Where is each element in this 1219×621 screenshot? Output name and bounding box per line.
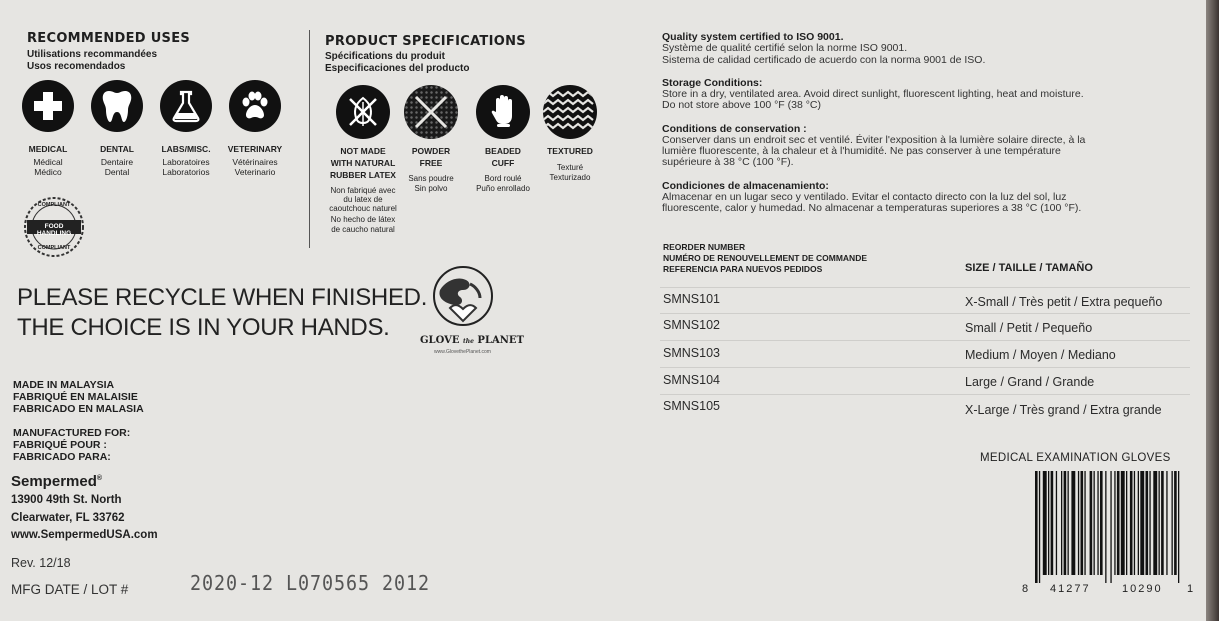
recycle-line-2: THE CHOICE IS IN YOUR HANDS.: [17, 314, 390, 341]
product-specifications-title: PRODUCT SPECIFICATIONS: [325, 34, 526, 49]
food-handling-compliant-badge: [23, 196, 85, 258]
dental-fr: Dentaire: [100, 157, 134, 167]
barcode: [1033, 471, 1183, 583]
reorder-code-4: SMNS104: [663, 373, 720, 387]
conservation-line-3: supérieure à 38 °C (100 °F).: [662, 156, 794, 168]
beaded-cuff-fr: Bord roulé: [484, 174, 522, 183]
veterinary-fr: Vétérinaires: [232, 157, 278, 167]
almacenamiento-heading: Condiciones de almacenamiento:: [662, 180, 829, 192]
company-name-text: Sempermed: [11, 473, 97, 490]
powder-free-es: Sin polvo: [414, 184, 448, 193]
badge-mid-text: FOOD HANDLING: [36, 223, 72, 237]
recommended-uses-fr: Utilisations recommandées: [27, 49, 158, 60]
barcode-digit-system: 8: [1022, 583, 1029, 595]
company-website: www.SempermedUSA.com: [11, 529, 158, 541]
glove-the-planet-logo: [430, 266, 496, 332]
powder-free-icon: [404, 85, 458, 139]
conservation-line-1: Conserver dans un endroit sec et ventilé. Éviter l'exposition à la lumière solaire directe, à la: [662, 134, 1086, 146]
mfg-date-lot-value: 2020-12 L070565 2012: [190, 571, 430, 595]
table-divider: [660, 340, 1190, 341]
barcode-digit-check: 1: [1187, 583, 1194, 595]
quality-heading: Quality system certified to ISO 9001.: [662, 31, 844, 43]
not-made-fr-1: Non fabriqué avec: [330, 186, 396, 195]
textured-label: TEXTURED: [547, 146, 593, 156]
powder-free-fr: Sans poudre: [408, 174, 454, 183]
reorder-code-2: SMNS102: [663, 318, 720, 332]
textured-wave-icon: [543, 85, 597, 139]
not-made-fr-2: du latex de: [343, 195, 383, 204]
dental-label: DENTAL: [100, 144, 134, 154]
reorder-size-4: Large / Grand / Grande: [965, 375, 1095, 389]
labs-label: LABS/MISC.: [161, 144, 211, 154]
logo-text-glove: GLOVE: [420, 335, 460, 346]
veterinary-label: VETERINARY: [227, 144, 283, 154]
manufactured-en: MANUFACTURED FOR:: [13, 427, 131, 439]
almacenamiento-line-2: fluorescente, calor y humedad. No almacenar a temperaturas superiores a 38 °C (100 °F).: [662, 202, 1082, 214]
storage-line-1: Store in a dry, ventilated area. Avoid direct sunlight, fluorescent lighting, heat and moisture.: [662, 88, 1084, 100]
recycle-line-1: PLEASE RECYCLE WHEN FINISHED.: [17, 284, 428, 311]
reorder-code-5: SMNS105: [663, 399, 720, 413]
barcode-bars: [1033, 471, 1183, 583]
badge-bottom-text: COMPLIANT: [37, 245, 71, 251]
reorder-size-2: Small / Petit / Pequeño: [965, 321, 1093, 335]
medical-label: MEDICAL: [28, 144, 68, 154]
not-made-label-2: WITH NATURAL: [330, 158, 396, 168]
reorder-size-5: X-Large / Très grand / Extra grande: [965, 403, 1162, 417]
barcode-digits-right: 10290: [1122, 583, 1163, 595]
barcode-digits-left: 41277: [1050, 583, 1091, 595]
reorder-size-3: Medium / Moyen / Mediano: [965, 348, 1116, 362]
revision: Rev. 12/18: [11, 556, 71, 570]
badge-top-text: COMPLIANT: [37, 202, 71, 208]
textured-es: Texturizado: [549, 173, 591, 182]
product-name: MEDICAL EXAMINATION GLOVES: [980, 452, 1171, 464]
storage-heading: Storage Conditions:: [662, 77, 763, 89]
not-made-label-1: NOT MADE: [340, 146, 386, 156]
reorder-header-es: REFERENCIA PARA NUEVOS PEDIDOS: [663, 264, 823, 274]
not-made-es-1: No hecho de látex: [330, 215, 396, 224]
beaded-cuff-label-2: CUFF: [491, 158, 515, 168]
reorder-code-3: SMNS103: [663, 346, 720, 360]
powder-free-label-1: POWDER: [411, 146, 451, 156]
table-divider: [660, 287, 1190, 288]
quality-fr: Système de qualité certifié selon la norme ISO 9001.: [662, 42, 908, 54]
not-made-es-2: de caucho natural: [331, 225, 395, 234]
product-specifications-fr: Spécifications du produit: [325, 51, 446, 62]
conservation-heading: Conditions de conservation :: [662, 123, 807, 135]
table-divider: [660, 313, 1190, 314]
box-edge: [1206, 0, 1219, 621]
conservation-line-2: lumière fluorescente, à la chaleur et à l'humidité. Ne pas conserver à une température: [662, 145, 1061, 157]
medical-es: Médico: [34, 167, 62, 177]
reorder-header-fr: NUMÉRO DE RENOUVELLEMENT DE COMMANDE: [663, 253, 868, 263]
section-divider: [309, 30, 310, 248]
made-in-fr: FABRIQUÉ EN MALAISIE: [13, 391, 138, 403]
quality-es: Sistema de calidad certificado de acuerdo con la norma 9001 de ISO.: [662, 54, 986, 66]
mfg-date-lot-label: MFG DATE / LOT #: [11, 582, 129, 597]
company-street: 13900 49th St. North: [11, 494, 122, 506]
logo-text-planet: PLANET: [477, 335, 524, 346]
table-divider: [660, 394, 1190, 395]
paw-icon: [229, 80, 281, 132]
not-made-label-3: RUBBER LATEX: [330, 170, 396, 180]
manufactured-fr: FABRIQUÉ POUR :: [13, 439, 107, 451]
product-specifications-es: Especificaciones del producto: [325, 63, 470, 74]
beaded-cuff-label-1: BEADED: [485, 146, 521, 156]
reorder-header-en: REORDER NUMBER: [663, 242, 746, 252]
recommended-uses-title: RECOMMENDED USES: [27, 31, 191, 46]
dental-es: Dental: [104, 167, 130, 177]
powder-free-label-2: FREE: [419, 158, 443, 168]
manufactured-es: FABRICADO PARA:: [13, 451, 111, 463]
company-city: Clearwater, FL 33762: [11, 512, 125, 524]
size-header: SIZE / TAILLE / TAMAÑO: [965, 262, 1093, 274]
labs-fr: Laboratoires: [162, 157, 210, 167]
flask-icon: [160, 80, 212, 132]
medical-cross-icon: [22, 80, 74, 132]
table-divider: [660, 367, 1190, 368]
company-name: [11, 473, 102, 490]
logo-url: www.GlovethePlanet.com: [434, 349, 491, 355]
veterinary-es: Veterinario: [234, 167, 276, 177]
tooth-icon: [91, 80, 143, 132]
labs-es: Laboratorios: [162, 167, 210, 177]
beaded-cuff-es: Puño enrollado: [476, 184, 530, 193]
reorder-code-1: SMNS101: [663, 292, 720, 306]
almacenamiento-line-1: Almacenar en un lugar seco y ventilado. Evitar el contacto directo con la luz del sol, luz: [662, 191, 1067, 203]
storage-line-2: Do not store above 100 °F (38 °C): [662, 99, 821, 111]
not-made-fr-3: caoutchouc naturel: [329, 204, 397, 213]
medical-fr: Médical: [33, 157, 63, 167]
beaded-cuff-glove-icon: [476, 85, 530, 139]
recommended-uses-es: Usos recomendados: [27, 61, 126, 72]
reorder-size-1: X-Small / Très petit / Extra pequeño: [965, 295, 1163, 309]
reorder-header: [663, 242, 867, 275]
glove-the-planet-wordmark: [420, 335, 524, 346]
made-in-es: FABRICADO EN MALASIA: [13, 403, 144, 415]
made-in-en: MADE IN MALAYSIA: [13, 379, 115, 391]
no-latex-leaf-icon: [336, 85, 390, 139]
company-reg-mark: ®: [96, 475, 103, 482]
textured-fr: Texturé: [556, 163, 584, 172]
logo-text-the: the: [462, 338, 474, 345]
